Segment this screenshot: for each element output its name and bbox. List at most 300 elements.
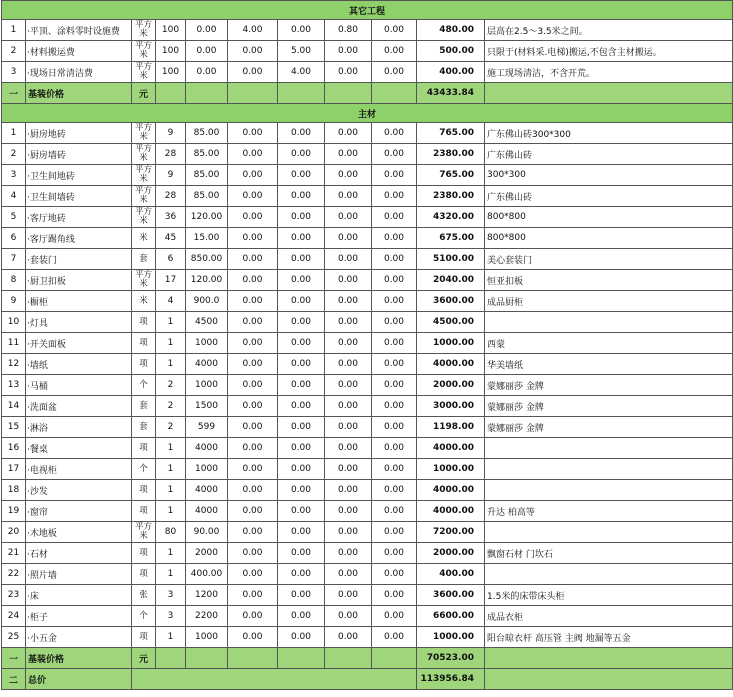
price-main-material: 1500 [186, 396, 228, 417]
subtotal-label: 基装价格 [26, 83, 132, 104]
note [485, 438, 733, 459]
row-number: 17 [2, 459, 26, 480]
quantity: 1 [156, 333, 186, 354]
price-loss: 0.00 [372, 480, 417, 501]
unit: 平方米 [132, 144, 156, 165]
price-machinery: 0.00 [325, 564, 372, 585]
quantity: 80 [156, 522, 186, 543]
amount: 2380.00 [417, 186, 485, 207]
price-machinery: 0.00 [325, 459, 372, 480]
amount: 3600.00 [417, 585, 485, 606]
item-name: ·橱柜 [26, 291, 132, 312]
unit: 平方米 [132, 165, 156, 186]
price-labor: 0.00 [278, 228, 325, 249]
price-labor: 4.00 [278, 62, 325, 83]
amount: 4320.00 [417, 207, 485, 228]
price-labor: 5.00 [278, 41, 325, 62]
table-row [2, 606, 733, 627]
item-name: ·套装门 [26, 249, 132, 270]
price-labor: 0.00 [278, 543, 325, 564]
price-labor: 0.00 [278, 417, 325, 438]
row-number: 6 [2, 228, 26, 249]
row-number: 10 [2, 312, 26, 333]
price-aux-material: 0.00 [228, 438, 278, 459]
item-name: ·窗帘 [26, 501, 132, 522]
price-loss: 0.00 [372, 564, 417, 585]
table-row [2, 207, 733, 228]
price-machinery: 0.00 [325, 228, 372, 249]
price-aux-material: 0.00 [228, 459, 278, 480]
amount: 4000.00 [417, 501, 485, 522]
quantity: 1 [156, 354, 186, 375]
price-labor: 0.00 [278, 522, 325, 543]
price-loss: 0.00 [372, 396, 417, 417]
row-number: 25 [2, 627, 26, 648]
price-labor: 0.00 [278, 333, 325, 354]
table-row [2, 564, 733, 585]
price-labor: 0.00 [278, 312, 325, 333]
price-machinery: 0.00 [325, 354, 372, 375]
row-number: 13 [2, 375, 26, 396]
note: 西蒙 [485, 333, 733, 354]
amount: 3600.00 [417, 291, 485, 312]
note: 美心套装门 [485, 249, 733, 270]
price-aux-material: 0.00 [228, 41, 278, 62]
quantity: 9 [156, 165, 186, 186]
price-loss: 0.00 [372, 291, 417, 312]
price-machinery: 0.00 [325, 186, 372, 207]
total-no: 二 [2, 669, 26, 690]
table-row [2, 165, 733, 186]
section-title: 主材 [2, 104, 733, 123]
price-machinery: 0.80 [325, 20, 372, 41]
item-name: ·平顶、涂料零时设施费 [26, 20, 132, 41]
price-main-material: 4000 [186, 501, 228, 522]
quantity: 1 [156, 543, 186, 564]
price-machinery: 0.00 [325, 312, 372, 333]
note: 蒙娜丽莎 金牌 [485, 375, 733, 396]
item-name: ·墙纸 [26, 354, 132, 375]
note: 成品衣柜 [485, 606, 733, 627]
price-main-material: 85.00 [186, 165, 228, 186]
quantity: 17 [156, 270, 186, 291]
table-row [2, 228, 733, 249]
price-main-material: 1000 [186, 627, 228, 648]
subtotal-unit: 元 [132, 83, 156, 104]
item-name: ·沙发 [26, 480, 132, 501]
table-row [2, 41, 733, 62]
price-loss: 0.00 [372, 186, 417, 207]
price-labor: 0.00 [278, 123, 325, 144]
unit: 个 [132, 375, 156, 396]
price-main-material: 4000 [186, 438, 228, 459]
row-number: 2 [2, 41, 26, 62]
price-aux-material: 0.00 [228, 144, 278, 165]
price-machinery: 0.00 [325, 375, 372, 396]
price-main-material: 85.00 [186, 123, 228, 144]
item-name: ·厨卫扣板 [26, 270, 132, 291]
item-name: ·洗面盆 [26, 396, 132, 417]
unit: 平方米 [132, 207, 156, 228]
table-row [2, 501, 733, 522]
amount: 765.00 [417, 165, 485, 186]
price-labor: 0.00 [278, 480, 325, 501]
total-amount: 113956.84 [417, 669, 485, 690]
price-main-material: 2200 [186, 606, 228, 627]
quantity: 1 [156, 438, 186, 459]
unit: 项 [132, 627, 156, 648]
price-aux-material: 0.00 [228, 333, 278, 354]
item-name: ·厨房墙砖 [26, 144, 132, 165]
item-name: ·木地板 [26, 522, 132, 543]
unit: 平方米 [132, 186, 156, 207]
price-loss: 0.00 [372, 606, 417, 627]
price-main-material: 90.00 [186, 522, 228, 543]
price-aux-material: 0.00 [228, 228, 278, 249]
amount: 4000.00 [417, 438, 485, 459]
note: 施工现场清洁，不含开荒。 [485, 62, 733, 83]
row-number: 16 [2, 438, 26, 459]
quantity: 1 [156, 564, 186, 585]
price-labor: 0.00 [278, 396, 325, 417]
note [485, 480, 733, 501]
table-row [2, 396, 733, 417]
row-number: 3 [2, 165, 26, 186]
price-machinery: 0.00 [325, 606, 372, 627]
amount: 2380.00 [417, 144, 485, 165]
note: 广东佛山砖 [485, 144, 733, 165]
amount: 3000.00 [417, 396, 485, 417]
note: 800*800 [485, 207, 733, 228]
table-row [2, 186, 733, 207]
row-number: 4 [2, 186, 26, 207]
price-aux-material: 0.00 [228, 270, 278, 291]
price-loss: 0.00 [372, 417, 417, 438]
note: 800*800 [485, 228, 733, 249]
price-aux-material: 0.00 [228, 606, 278, 627]
note: 升达 柏高等 [485, 501, 733, 522]
row-number: 23 [2, 585, 26, 606]
price-loss: 0.00 [372, 123, 417, 144]
price-labor: 0.00 [278, 249, 325, 270]
table-row [2, 627, 733, 648]
item-name: ·卫生间墙砖 [26, 186, 132, 207]
row-number: 8 [2, 270, 26, 291]
amount: 480.00 [417, 20, 485, 41]
quantity: 4 [156, 291, 186, 312]
section-header-main [2, 104, 733, 123]
table-row [2, 543, 733, 564]
price-labor: 0.00 [278, 375, 325, 396]
price-labor: 0.00 [278, 585, 325, 606]
item-name: ·客厅踢角线 [26, 228, 132, 249]
quantity: 100 [156, 41, 186, 62]
item-name: ·厨房地砖 [26, 123, 132, 144]
price-machinery: 0.00 [325, 291, 372, 312]
price-labor: 0.00 [278, 20, 325, 41]
table-row [2, 249, 733, 270]
table-row [2, 438, 733, 459]
quantity: 2 [156, 396, 186, 417]
price-labor: 0.00 [278, 270, 325, 291]
row-number: 22 [2, 564, 26, 585]
subtotal-label: 基装价格 [26, 648, 132, 669]
unit: 项 [132, 480, 156, 501]
amount: 4000.00 [417, 480, 485, 501]
item-name: ·柜子 [26, 606, 132, 627]
table-row [2, 20, 733, 41]
price-machinery: 0.00 [325, 501, 372, 522]
price-machinery: 0.00 [325, 123, 372, 144]
quantity: 100 [156, 62, 186, 83]
note [485, 564, 733, 585]
note: 蒙娜丽莎 金牌 [485, 396, 733, 417]
subtotal-unit: 元 [132, 648, 156, 669]
unit: 平方米 [132, 522, 156, 543]
unit: 平方米 [132, 123, 156, 144]
row-number: 9 [2, 291, 26, 312]
amount: 400.00 [417, 62, 485, 83]
price-aux-material: 0.00 [228, 354, 278, 375]
row-number: 24 [2, 606, 26, 627]
price-machinery: 0.00 [325, 480, 372, 501]
price-machinery: 0.00 [325, 627, 372, 648]
price-labor: 0.00 [278, 207, 325, 228]
price-aux-material: 0.00 [228, 585, 278, 606]
item-name: ·淋浴 [26, 417, 132, 438]
amount: 400.00 [417, 564, 485, 585]
price-main-material: 1000 [186, 459, 228, 480]
unit: 项 [132, 438, 156, 459]
unit: 平方米 [132, 62, 156, 83]
row-number: 7 [2, 249, 26, 270]
subtotal-no: 一 [2, 83, 26, 104]
item-name: ·电视柜 [26, 459, 132, 480]
price-aux-material: 0.00 [228, 375, 278, 396]
price-machinery: 0.00 [325, 333, 372, 354]
row-number: 2 [2, 144, 26, 165]
note: 恒亚扣板 [485, 270, 733, 291]
price-aux-material: 0.00 [228, 123, 278, 144]
quantity: 9 [156, 123, 186, 144]
price-aux-material: 0.00 [228, 249, 278, 270]
amount: 2000.00 [417, 543, 485, 564]
price-main-material: 120.00 [186, 207, 228, 228]
table-row [2, 375, 733, 396]
table-row [2, 333, 733, 354]
price-aux-material: 0.00 [228, 480, 278, 501]
price-loss: 0.00 [372, 585, 417, 606]
price-aux-material: 0.00 [228, 291, 278, 312]
price-machinery: 0.00 [325, 41, 372, 62]
price-labor: 0.00 [278, 144, 325, 165]
price-machinery: 0.00 [325, 207, 372, 228]
total-row [2, 669, 733, 690]
row-number: 15 [2, 417, 26, 438]
table-row [2, 459, 733, 480]
price-loss: 0.00 [372, 333, 417, 354]
price-loss: 0.00 [372, 41, 417, 62]
price-aux-material: 0.00 [228, 543, 278, 564]
subtotal-amount: 43433.84 [417, 83, 485, 104]
price-aux-material: 0.00 [228, 501, 278, 522]
quantity: 6 [156, 249, 186, 270]
quantity: 1 [156, 480, 186, 501]
price-loss: 0.00 [372, 438, 417, 459]
item-name: ·照片墙 [26, 564, 132, 585]
price-aux-material: 0.00 [228, 627, 278, 648]
section-header-other [2, 1, 733, 20]
price-machinery: 0.00 [325, 62, 372, 83]
price-loss: 0.00 [372, 228, 417, 249]
price-labor: 0.00 [278, 438, 325, 459]
price-loss: 0.00 [372, 20, 417, 41]
row-number: 19 [2, 501, 26, 522]
amount: 1000.00 [417, 627, 485, 648]
unit: 项 [132, 354, 156, 375]
price-loss: 0.00 [372, 501, 417, 522]
quote-table [1, 0, 733, 690]
unit: 套 [132, 396, 156, 417]
price-main-material: 0.00 [186, 62, 228, 83]
price-aux-material: 0.00 [228, 186, 278, 207]
price-machinery: 0.00 [325, 585, 372, 606]
price-loss: 0.00 [372, 459, 417, 480]
row-number: 21 [2, 543, 26, 564]
note: 飘窗石材 门坎石 [485, 543, 733, 564]
price-loss: 0.00 [372, 249, 417, 270]
row-number: 14 [2, 396, 26, 417]
quantity: 1 [156, 501, 186, 522]
note: 只限于(材料采.电梯)搬运,不包含主材搬运。 [485, 41, 733, 62]
price-machinery: 0.00 [325, 249, 372, 270]
amount: 1198.00 [417, 417, 485, 438]
price-labor: 0.00 [278, 564, 325, 585]
subtotal-row [2, 83, 733, 104]
quantity: 2 [156, 375, 186, 396]
amount: 1000.00 [417, 333, 485, 354]
table-row [2, 123, 733, 144]
price-loss: 0.00 [372, 627, 417, 648]
subtotal-no: 一 [2, 648, 26, 669]
note: 成品厨柜 [485, 291, 733, 312]
price-main-material: 1000 [186, 333, 228, 354]
row-number: 18 [2, 480, 26, 501]
table-body [2, 1, 733, 690]
price-main-material: 85.00 [186, 144, 228, 165]
price-labor: 0.00 [278, 291, 325, 312]
total-label: 总价 [26, 669, 132, 690]
quantity: 36 [156, 207, 186, 228]
quantity: 1 [156, 459, 186, 480]
price-main-material: 1000 [186, 375, 228, 396]
table-row [2, 354, 733, 375]
table-row [2, 291, 733, 312]
item-name: ·马桶 [26, 375, 132, 396]
note: 广东佛山砖300*300 [485, 123, 733, 144]
price-loss: 0.00 [372, 62, 417, 83]
quantity: 1 [156, 627, 186, 648]
price-main-material: 400.00 [186, 564, 228, 585]
price-main-material: 4500 [186, 312, 228, 333]
item-name: ·床 [26, 585, 132, 606]
unit: 米 [132, 228, 156, 249]
row-number: 3 [2, 62, 26, 83]
price-main-material: 4000 [186, 480, 228, 501]
price-loss: 0.00 [372, 207, 417, 228]
price-main-material: 0.00 [186, 20, 228, 41]
price-loss: 0.00 [372, 165, 417, 186]
price-labor: 0.00 [278, 186, 325, 207]
note: 华美墙纸 [485, 354, 733, 375]
price-machinery: 0.00 [325, 270, 372, 291]
unit: 米 [132, 291, 156, 312]
amount: 4000.00 [417, 354, 485, 375]
price-labor: 0.00 [278, 354, 325, 375]
amount: 2000.00 [417, 375, 485, 396]
row-number: 11 [2, 333, 26, 354]
unit: 套 [132, 417, 156, 438]
price-loss: 0.00 [372, 354, 417, 375]
amount: 500.00 [417, 41, 485, 62]
item-name: ·小五金 [26, 627, 132, 648]
amount: 675.00 [417, 228, 485, 249]
amount: 6600.00 [417, 606, 485, 627]
quantity: 1 [156, 312, 186, 333]
unit: 套 [132, 249, 156, 270]
unit: 平方米 [132, 41, 156, 62]
price-main-material: 599 [186, 417, 228, 438]
unit: 项 [132, 564, 156, 585]
unit: 个 [132, 606, 156, 627]
table-row [2, 312, 733, 333]
price-main-material: 85.00 [186, 186, 228, 207]
table-row [2, 144, 733, 165]
table-row [2, 417, 733, 438]
unit: 项 [132, 543, 156, 564]
quantity: 3 [156, 606, 186, 627]
price-aux-material: 0.00 [228, 62, 278, 83]
price-machinery: 0.00 [325, 543, 372, 564]
unit: 项 [132, 333, 156, 354]
price-main-material: 0.00 [186, 41, 228, 62]
amount: 2040.00 [417, 270, 485, 291]
amount: 5100.00 [417, 249, 485, 270]
note [485, 312, 733, 333]
unit: 个 [132, 459, 156, 480]
price-loss: 0.00 [372, 144, 417, 165]
quantity: 45 [156, 228, 186, 249]
note: 300*300 [485, 165, 733, 186]
quantity: 2 [156, 417, 186, 438]
row-number: 1 [2, 20, 26, 41]
price-aux-material: 4.00 [228, 20, 278, 41]
price-main-material: 4000 [186, 354, 228, 375]
price-aux-material: 0.00 [228, 417, 278, 438]
subtotal-row [2, 648, 733, 669]
item-name: ·材料搬运费 [26, 41, 132, 62]
price-loss: 0.00 [372, 270, 417, 291]
table-row [2, 522, 733, 543]
unit: 张 [132, 585, 156, 606]
price-labor: 0.00 [278, 165, 325, 186]
price-loss: 0.00 [372, 375, 417, 396]
table-row [2, 585, 733, 606]
item-name: ·灯具 [26, 312, 132, 333]
section-title: 其它工程 [2, 1, 733, 20]
price-machinery: 0.00 [325, 438, 372, 459]
table-row [2, 62, 733, 83]
